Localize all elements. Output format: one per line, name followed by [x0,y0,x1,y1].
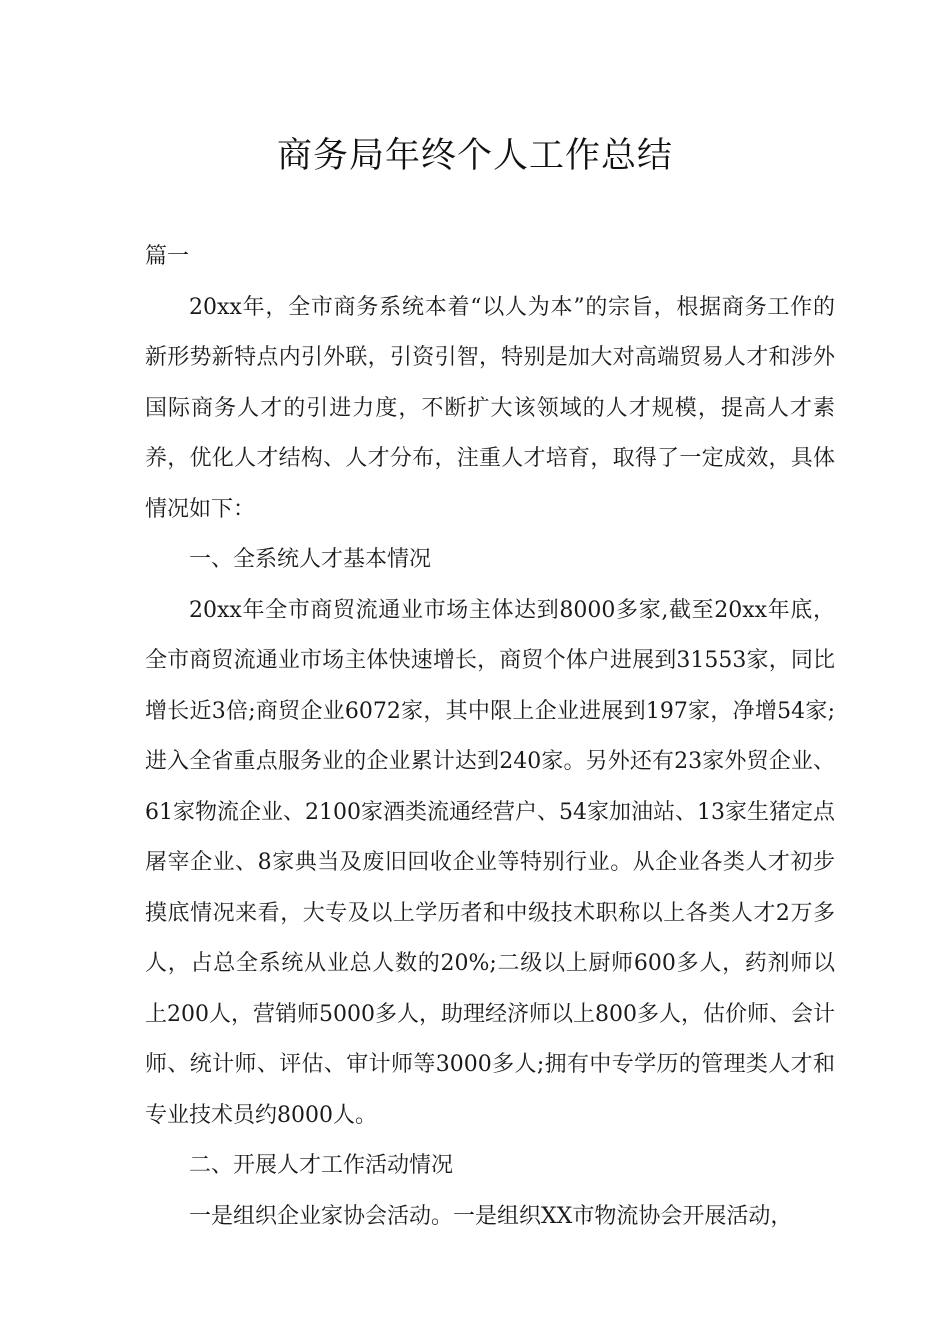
paragraph-talent-activities: 一是组织企业家协会活动。一是组织XX市物流协会开展活动， [189,1203,793,1229]
heading-talent-overview: 一、全系统人才基本情况 [189,547,432,572]
document-title: 商务局年终个人工作总结 [276,136,673,176]
paragraph-talent-overview: 20xx年全市商贸流通业市场主体达到8000多家,截至20xx年底，全市商贸流通业市场主体快速增长，商贸个体户进展到31553家，同比增长近3倍;商贸企业6072家，其中限上企业进展到197家，净增54家;进入全省重点服务业的企业累计达到240家。另外还有23家外贸企业、61家物流企业、2100家酒类流通经营户、54家加油站、13家生猪定点屠宰企业、8家典当及废旧回收企业等特别行业。从企业各类人才初步摸底情况来看，大专及以上学历者和中级技术职称以上各类人才2万多人，占总全系统从业总人数的20%;二级以上厨师600多人，药剂师以上200人，营销师5000多人，助理经济师以上800多人，估价师、会计师、统计师、评估、审计师等3000多人;拥有中专学历的管理类人才和专业技术员约8000人。 [145,597,835,1128]
paragraph-intro: 20xx年，全市商务系统本着“以人为本”的宗旨，根据商务工作的新形势新特点内引外联，引资引智，特别是加大对高端贸易人才和涉外国际商务人才的引进力度，不断扩大该领域的人才规模，提高人才素养，优化人才结构、人才分布，注重人才培育，取得了一定成效，具体情况如下： [145,294,835,522]
document-body [145,232,835,1242]
paragraph-section-label: 篇一 [145,244,190,269]
heading-talent-activities: 二、开展人才工作活动情况 [189,1153,454,1178]
